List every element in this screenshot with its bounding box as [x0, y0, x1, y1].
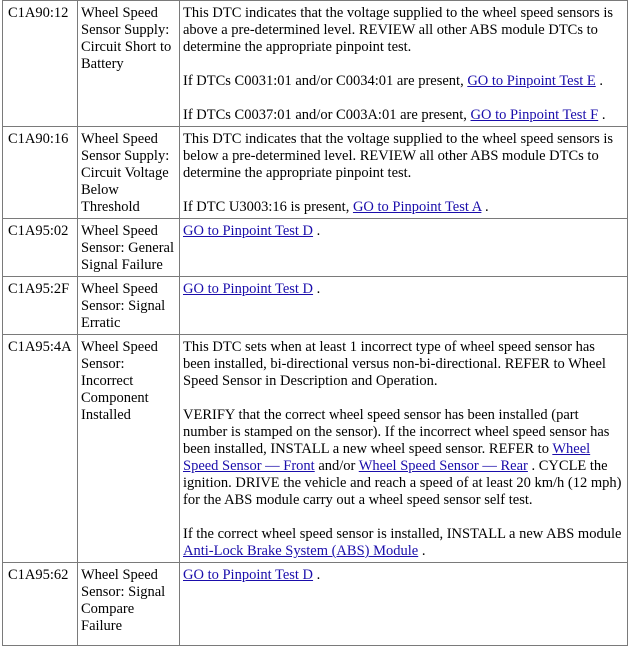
dtc-condition: Wheel Speed Sensor: Incorrect Component Installed: [78, 335, 180, 563]
dtc-action: [180, 219, 628, 277]
action-text: VERIFY that the correct wheel speed sensor has been installed (part number is stamped on the sensor). If the incorrect wheel speed sensor has been installed, INSTALL a new wheel speed sensor. REFER to: [183, 407, 610, 457]
table-row: [3, 219, 628, 277]
abs-module-link[interactable]: Anti-Lock Brake System (ABS) Module: [183, 543, 419, 559]
dtc-action: [180, 1, 628, 127]
action-text: If DTC U3003:16 is present,: [183, 199, 353, 215]
action-text: .: [418, 543, 426, 559]
wheel-speed-sensor-front-link[interactable]: Wheel Speed Sensor — Front: [183, 441, 591, 474]
table-row: [3, 277, 628, 335]
action-text: If the correct wheel speed sensor is installed, INSTALL a new ABS module: [183, 526, 622, 542]
dtc-condition: Wheel Speed Sensor: Signal Compare Failure: [78, 563, 180, 646]
action-text: .: [313, 567, 321, 583]
dtc-condition: Wheel Speed Sensor Supply: Circuit Short to Battery: [78, 1, 180, 127]
dtc-table: [2, 0, 628, 646]
pinpoint-test-a-link[interactable]: GO to Pinpoint Test A: [352, 199, 482, 215]
action-paragraph: [183, 407, 625, 509]
dtc-condition: Wheel Speed Sensor: Signal Erratic: [78, 277, 180, 335]
action-paragraph: This DTC sets when at least 1 incorrect type of wheel speed sensor has been installed, bi-directional versus non-bi-directional. REFER to Wheel Speed Sensor in Description and Operation.: [183, 339, 606, 389]
pinpoint-test-d-link[interactable]: GO to Pinpoint Test D: [183, 223, 314, 239]
action-paragraph: This DTC indicates that the voltage supplied to the wheel speed sensors is above a pre-determined level. REVIEW all other ABS module DTCs to determine the appropriate pinpoint test.: [183, 5, 614, 55]
dtc-condition: Wheel Speed Sensor: General Signal Failure: [78, 219, 180, 277]
action-text: If DTCs C0037:01 and/or C003A:01 are present,: [183, 107, 471, 123]
dtc-code: C1A95:2F: [3, 277, 78, 335]
action-paragraph: This DTC indicates that the voltage supplied to the wheel speed sensors is below a pre-determined level. REVIEW all other ABS module DTCs to determine the appropriate pinpoint test.: [183, 131, 614, 181]
pinpoint-test-d-link[interactable]: GO to Pinpoint Test D: [183, 281, 314, 297]
action-text: and/or: [314, 458, 359, 474]
action-text: .: [598, 107, 606, 123]
pinpoint-test-e-link[interactable]: GO to Pinpoint Test E: [467, 73, 596, 89]
action-text: If DTCs C0031:01 and/or C0034:01 are present,: [183, 73, 468, 89]
table-row: [3, 335, 628, 563]
action-paragraph: [183, 526, 625, 560]
action-paragraph: [183, 199, 625, 216]
action-text: .: [595, 73, 603, 89]
action-text: .: [313, 223, 321, 239]
action-paragraph: [183, 107, 625, 124]
dtc-code: C1A90:16: [3, 127, 78, 219]
table-row: [3, 1, 628, 127]
table-row: [3, 127, 628, 219]
dtc-action: [180, 277, 628, 335]
dtc-code: C1A95:02: [3, 219, 78, 277]
pinpoint-test-d-link[interactable]: GO to Pinpoint Test D: [183, 567, 314, 583]
action-text: . CYCLE the ignition. DRIVE the vehicle and reach a speed of at least 20 km/h (12 mph) for the ABS module carry out a wheel speed sensor self test.: [183, 458, 622, 508]
dtc-code: C1A95:62: [3, 563, 78, 646]
pinpoint-test-f-link[interactable]: GO to Pinpoint Test F: [470, 107, 599, 123]
dtc-code: C1A95:4A: [3, 335, 78, 563]
dtc-code: C1A90:12: [3, 1, 78, 127]
action-text: .: [313, 281, 321, 297]
action-text: .: [481, 199, 489, 215]
action-paragraph: [183, 73, 625, 90]
dtc-action: [180, 335, 628, 563]
wheel-speed-sensor-rear-link[interactable]: Wheel Speed Sensor — Rear: [358, 458, 528, 474]
dtc-action: [180, 127, 628, 219]
table-row: [3, 563, 628, 646]
dtc-condition: Wheel Speed Sensor Supply: Circuit Voltage Below Threshold: [78, 127, 180, 219]
dtc-action: [180, 563, 628, 646]
